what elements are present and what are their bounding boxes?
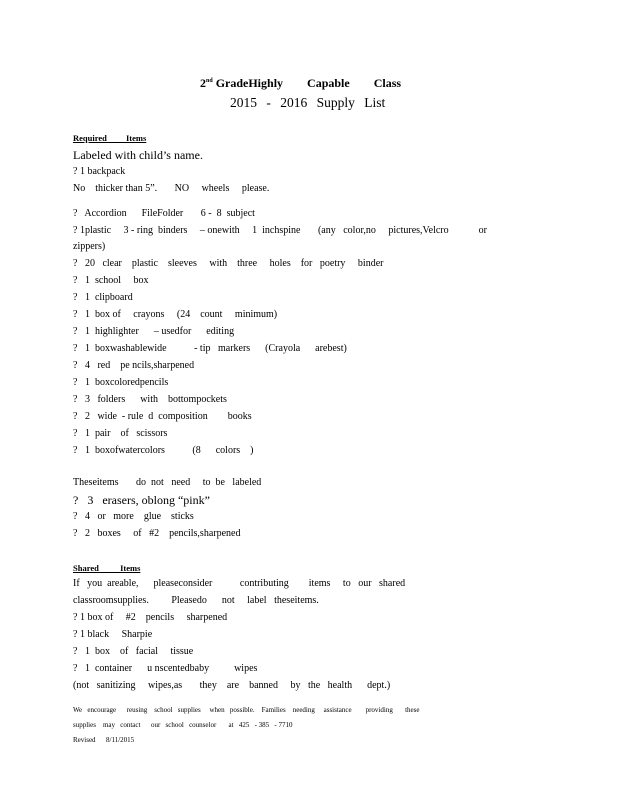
page-title: [200, 77, 401, 89]
list-item: ? 1 black Sharpie: [73, 629, 153, 640]
list-item: ? 2 boxes of #2 pencils,sharpened: [73, 528, 241, 539]
list-item: ? 1 boxwashablewide - tip markers (Crayola arebest): [73, 343, 347, 354]
footer-line2: supplies may contact our school counselor at 425 - 385 - 7710: [73, 721, 293, 729]
list-item: ? 1 box of facial tissue: [73, 646, 194, 657]
list-item: ? 4 red pe ncils,sharpened: [73, 360, 195, 371]
shared-items-heading: Shared Items: [73, 563, 141, 573]
label-note: Labeled with child’s name.: [73, 148, 203, 162]
list-item: ? 1 clipboard: [73, 292, 133, 303]
list-item: ? 1plastic 3 - ring binders – onewith 1 inchspine (any color,no pictures,Velcro or: [73, 225, 487, 236]
list-item: ? 1 highlighter – usedfor editing: [73, 326, 235, 337]
page-subtitle: 2015 - 2016 Supply List: [230, 95, 386, 110]
backpack-note: No thicker than 5”. NO wheels please.: [73, 183, 270, 194]
title-superscript: nd: [206, 78, 213, 84]
list-item: ? 1 box of crayons (24 count minimum): [73, 309, 278, 320]
title-grade: 2: [200, 76, 206, 90]
list-item: ? 1 box of #2 pencils sharpened: [73, 612, 228, 623]
list-item: ? Accordion FileFolder 6 - 8 subject: [73, 208, 255, 219]
list-item: (not sanitizing wipes,as they are banned by the health dept.): [73, 680, 391, 691]
revised-date: Revised 8/11/2015: [73, 736, 135, 744]
shared-intro-line2: classroomsupplies. Pleasedo not label theseitems.: [73, 595, 319, 606]
list-item: ? 1 boxcoloredpencils: [73, 377, 169, 388]
footer-line1: We encourage reusing school supplies when possible. Families needing assistance providing these: [73, 706, 420, 714]
list-item: ? 3 folders with bottompockets: [73, 394, 227, 405]
list-item: zippers): [73, 241, 106, 252]
unlabeled-note: Theseitems do not need to be labeled: [73, 477, 262, 488]
list-item: ? 1 pair of scissors: [73, 428, 168, 439]
shared-intro-line1: If you areable, pleaseconsider contributing items to our shared: [73, 578, 406, 589]
list-item: ? 1 backpack: [73, 166, 126, 177]
list-item: ? 20 clear plastic sleeves with three holes for poetry binder: [73, 258, 384, 269]
list-item: ? 3 erasers, oblong “pink”: [73, 493, 210, 507]
list-item: ? 1 container u nscentedbaby wipes: [73, 663, 258, 674]
list-item: ? 2 wide - rule d composition books: [73, 411, 252, 422]
list-item: ? 4 or more glue sticks: [73, 511, 194, 522]
list-item: ? 1 boxofwatercolors (8 colors ): [73, 445, 254, 456]
list-item: ? 1 school box: [73, 275, 149, 286]
title-rest: GradeHighly Capable Class: [215, 76, 402, 90]
required-items-heading: Required Items: [73, 133, 147, 143]
